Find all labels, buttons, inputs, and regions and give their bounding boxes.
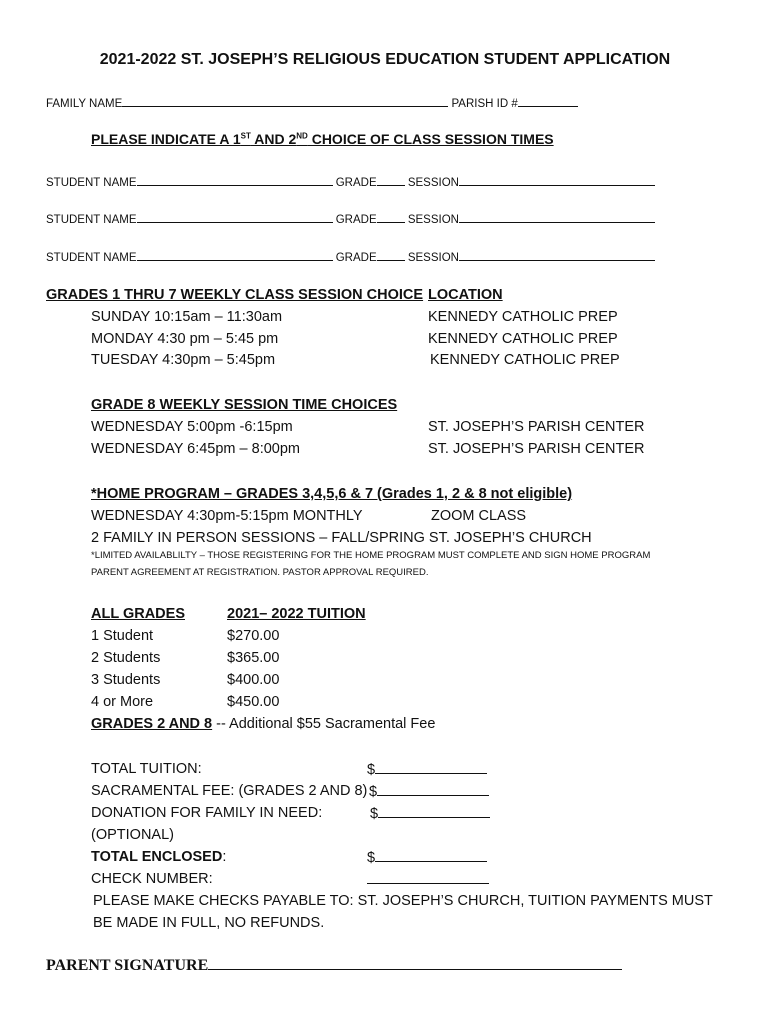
choice-heading-part3: CHOICE OF CLASS SESSION TIMES (307, 131, 554, 147)
student-name-field[interactable] (137, 248, 333, 261)
grade-field[interactable] (377, 210, 405, 223)
tuition-label: 3 Students (91, 672, 161, 688)
payable-note: BE MADE IN FULL, NO REFUNDS. (93, 915, 325, 931)
tuition-label: 2 Students (91, 650, 161, 666)
dollar-sign: $ (367, 850, 376, 866)
home-program-note: PARENT AGREEMENT AT REGISTRATION. PASTOR APPROVAL REQUIRED. (91, 567, 429, 578)
tuition-label: 4 or More (91, 694, 154, 710)
choice-heading-sup2: ND (296, 131, 308, 141)
total-enclosed-field[interactable] (367, 849, 487, 866)
sacramental-fee-label: SACRAMENTAL FEE: (GRADES 2 AND 8) (91, 783, 368, 799)
parent-signature-row (46, 955, 622, 975)
tuition-amount: $270.00 (227, 628, 280, 644)
session-location: KENNEDY CATHOLIC PREP (430, 352, 620, 368)
session-location: ST. JOSEPH’S PARISH CENTER (428, 441, 645, 457)
grade-label: GRADE (335, 177, 377, 189)
tuition-label: 1 Student (91, 628, 154, 644)
session-label: SESSION (407, 214, 459, 226)
total-tuition-field[interactable] (367, 761, 487, 778)
student-name-label: STUDENT NAME (46, 214, 137, 226)
tuition-col-heading: ALL GRADES (91, 606, 185, 622)
student-name-field[interactable] (137, 173, 333, 186)
check-number-field[interactable] (367, 871, 489, 888)
grade-field[interactable] (377, 173, 405, 186)
parish-id-field[interactable] (518, 94, 578, 107)
student-name-label: STUDENT NAME (46, 177, 137, 189)
choice-heading-part2: AND 2 (250, 131, 297, 147)
session-field[interactable] (459, 248, 655, 261)
tuition-amount: $365.00 (227, 650, 280, 666)
dollar-sign: $ (370, 806, 379, 822)
session-label: SESSION (407, 177, 459, 189)
student-row (46, 210, 655, 226)
grade-label: GRADE (335, 214, 377, 226)
tuition-amount: $400.00 (227, 672, 280, 688)
session-location: KENNEDY CATHOLIC PREP (428, 331, 618, 347)
session-choice-heading (91, 131, 554, 147)
donation-field[interactable] (370, 805, 490, 822)
donation-label: DONATION FOR FAMILY IN NEED: (91, 805, 323, 821)
home-program-heading: *HOME PROGRAM – GRADES 3,4,5,6 & 7 (Grades 1, 2 & 8 not eligible) (91, 486, 573, 502)
session-time: WEDNESDAY 5:00pm -6:15pm (91, 419, 293, 435)
dollar-sign: $ (369, 784, 378, 800)
payable-note: PLEASE MAKE CHECKS PAYABLE TO: ST. JOSEPH’S CHURCH, TUITION PAYMENTS MUST (93, 893, 713, 909)
session-field[interactable] (459, 173, 655, 186)
tuition-amount: $450.00 (227, 694, 280, 710)
choice-heading-part1: PLEASE INDICATE A 1 (91, 131, 241, 147)
student-name-field[interactable] (137, 210, 333, 223)
parent-signature-label: PARENT SIGNATURE (46, 957, 209, 974)
student-row (46, 248, 655, 264)
dollar-sign: $ (367, 762, 376, 778)
check-number-label: CHECK NUMBER: (91, 871, 213, 887)
family-name-label: FAMILY NAME (46, 98, 123, 110)
session-time: MONDAY 4:30 pm – 5:45 pm (91, 331, 279, 347)
total-enclosed-label (91, 849, 226, 865)
session-time: WEDNESDAY 6:45pm – 8:00pm (91, 441, 300, 457)
session-label: SESSION (407, 252, 459, 264)
parish-id-label: PARISH ID # (451, 98, 518, 110)
family-name-field[interactable] (122, 94, 448, 107)
home-program-note: *LIMITED AVAILABLILTY – THOSE REGISTERING FOR THE HOME PROGRAM MUST COMPLETE AND SIGN HOME PROGRAM (91, 550, 651, 561)
page-title: 2021-2022 ST. JOSEPH’S RELIGIOUS EDUCATION STUDENT APPLICATION (99, 51, 671, 68)
session-field[interactable] (459, 210, 655, 223)
home-program-sessions: 2 FAMILY IN PERSON SESSIONS – FALL/SPRING ST. JOSEPH’S CHURCH (91, 530, 592, 546)
student-row (46, 173, 655, 189)
total-enclosed-text: TOTAL ENCLOSED (91, 849, 223, 865)
home-program-time: WEDNESDAY 4:30pm-5:15pm MONTHLY (91, 508, 363, 524)
grades-1-7-heading: GRADES 1 THRU 7 WEEKLY CLASS SESSION CHOICE (46, 287, 424, 303)
family-name-row (46, 94, 578, 110)
grade-label: GRADE (335, 252, 377, 264)
location-heading: LOCATION (428, 287, 503, 303)
donation-optional: (OPTIONAL) (91, 827, 174, 843)
tuition-col-heading: 2021– 2022 TUITION (227, 606, 366, 622)
grade-field[interactable] (377, 248, 405, 261)
grade-8-heading: GRADE 8 WEEKLY SESSION TIME CHOICES (91, 397, 398, 413)
student-name-label: STUDENT NAME (46, 252, 137, 264)
total-tuition-label: TOTAL TUITION: (91, 761, 202, 777)
session-location: ST. JOSEPH’S PARISH CENTER (428, 419, 645, 435)
sacramental-fee-field[interactable] (369, 783, 489, 800)
sacramental-fee-note (91, 716, 435, 732)
home-program-location: ZOOM CLASS (431, 508, 527, 524)
colon: : (222, 849, 227, 865)
choice-heading-sup1: ST (240, 131, 251, 141)
parent-signature-field[interactable] (208, 955, 622, 970)
session-time: TUESDAY 4:30pm – 5:45pm (91, 352, 276, 368)
session-location: KENNEDY CATHOLIC PREP (428, 309, 618, 325)
session-time: SUNDAY 10:15am – 11:30am (91, 309, 283, 325)
sacramental-grades: GRADES 2 AND 8 (91, 716, 213, 732)
sacramental-text: -- Additional $55 Sacramental Fee (212, 716, 436, 732)
